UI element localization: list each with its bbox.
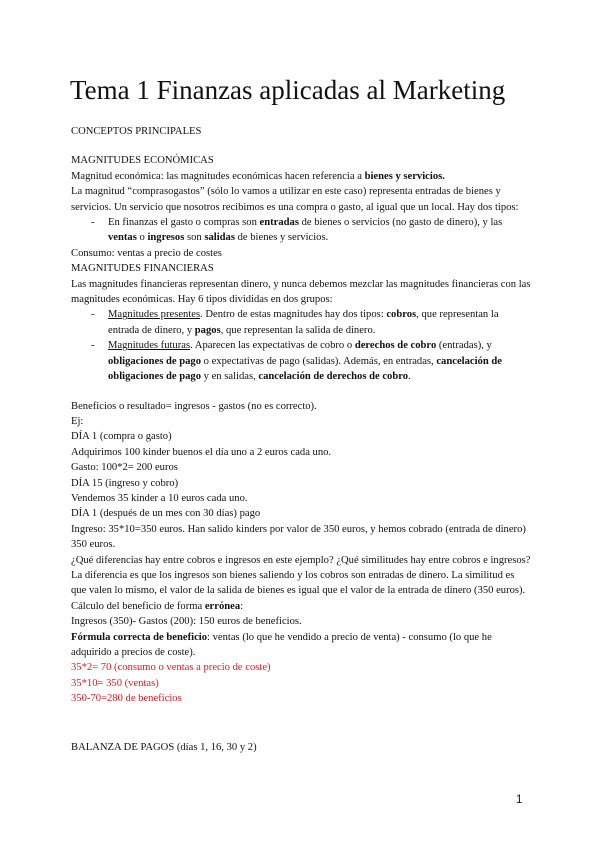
- text-span: :: [240, 600, 244, 612]
- formula-correcta-paragraph: [71, 630, 531, 661]
- text-span: son: [184, 232, 205, 244]
- ingreso-paragraph: Ingreso: 35*10=350 euros. Han salido kinders por valor de 350 euros, y hemos cobrado (entrada de dinero) 350 euros.: [71, 523, 526, 551]
- bold-span: obligaciones de pago: [108, 355, 202, 367]
- magnitudes-financieras-list: [71, 307, 531, 384]
- bold-span: errónea: [204, 600, 241, 612]
- page-number: 1: [516, 794, 523, 806]
- text-span: y en salidas,: [201, 371, 259, 383]
- text-span: . Dentro de estas magnitudes hay dos tipos:: [200, 309, 387, 321]
- bold-span: salidas: [204, 232, 235, 244]
- text-span: : ventas (lo que he vendido a precio de venta) - consumo (lo que he adquirido a precios de coste).: [71, 631, 492, 658]
- underlined-term: Magnitudes futuras: [108, 340, 191, 352]
- magnitudes-economicas-heading: MAGNITUDES ECONÓMICAS: [71, 155, 214, 167]
- list-item: [71, 215, 531, 246]
- text-span: (entradas), y: [436, 340, 492, 352]
- calc-beneficios-line: 350-70=280 de beneficios: [71, 693, 182, 705]
- bold-span: ingresos: [147, 232, 185, 244]
- calculo-erroneo-line: [71, 599, 531, 614]
- text-span: . Aparecen las expectativas de cobro o: [190, 340, 355, 352]
- gasto-line: Gasto: 100*2= 200 euros: [71, 462, 178, 474]
- ej-label: Ej:: [71, 415, 84, 427]
- text-span: , que representan la entrada de dinero, y: [108, 309, 499, 336]
- bold-span: cancelación de obligaciones de pago: [108, 355, 502, 383]
- bold-span: cobros: [386, 309, 417, 321]
- ingresos-gastos-line: Ingresos (350)- Gastos (200): 150 euros de beneficios.: [71, 616, 302, 628]
- text-span: Cálculo del beneficio de forma: [71, 600, 205, 612]
- beneficios-line: Beneficios o resultado= ingresos - gastos (no es correcto).: [71, 400, 317, 412]
- text-span: de bienes y servicios.: [234, 232, 329, 244]
- bold-span: Fórmula correcta de beneficio: [71, 631, 208, 643]
- compras-gastos-paragraph: La magnitud “comprasogastos” (sólo lo vamos a utilizar en este caso) representa entradas de bienes y servicios. Un servicio que nosotros recibimos es una compra o gasto, al igual que un local. Hay dos tipos:: [71, 186, 519, 213]
- conceptos-heading: CONCEPTOS PRINCIPALES: [71, 126, 202, 137]
- adquirimos-line: Adquirimos 100 kinder buenos el día uno a 2 euros cada uno.: [71, 446, 332, 458]
- vendemos-line: Vendemos 35 kinder a 10 euros cada uno.: [71, 492, 248, 504]
- balanza-heading: BALANZA DE PAGOS (días 1, 16, 30 y 2): [71, 741, 257, 753]
- calc-ventas-line: 35*10= 350 (ventas): [71, 677, 159, 689]
- bold-span: derechos de cobro: [354, 340, 437, 352]
- pregunta-paragraph: ¿Qué diferencias hay entre cobros e ingresos en este ejemplo? ¿Qué similitudes hay entre cobros e ingresos?: [71, 554, 531, 566]
- document-body: [71, 124, 531, 755]
- bold-span: bienes y servicios.: [364, 170, 445, 182]
- text-span: , que representan la salida de dinero.: [220, 324, 376, 336]
- text-span: En finanzas el gasto o compras son: [108, 217, 260, 229]
- text-span: o: [136, 232, 148, 244]
- respuesta-paragraph: La diferencia es que los ingresos son bienes saliendo y los cobros son entradas de dinero. La similitud es que valen lo mismo, el valor de la salida de bienes es igual que el valor de la entrada de dinero (350 euros).: [71, 569, 526, 597]
- dia-1-pago-label: DÍA 1 (después de un mes con 30 días) pago: [71, 508, 261, 520]
- dia-1-label: DÍA 1 (compra o gasto): [71, 431, 172, 443]
- bold-span: cancelación de derechos de cobro: [258, 371, 409, 383]
- text-span: de bienes o servicios (no gasto de dinero), y las: [298, 217, 503, 229]
- list-item: [71, 338, 531, 384]
- bold-span: ventas: [108, 232, 137, 244]
- page-title: Tema 1 Finanzas aplicadas al Marketing: [70, 75, 506, 105]
- list-item: [71, 307, 531, 338]
- text-span: o expectativas de pago (salidas). Además, en entradas,: [201, 355, 437, 367]
- text-span: Magnitud económica: las magnitudes económicas hacen referencia a: [71, 170, 365, 182]
- magnitud-economica-paragraph: [71, 169, 531, 184]
- bold-span: pagos: [194, 324, 221, 336]
- calc-consumo-line: 35*2= 70 (consumo o ventas a precio de coste): [71, 662, 271, 674]
- dia-15-label: DÍA 15 (ingreso y cobro): [71, 477, 179, 489]
- gastos-ventas-list: [71, 215, 531, 246]
- magnitudes-financieras-paragraph: Las magnitudes financieras representan dinero, y nunca debemos mezclar las magnitudes financieras con las magnitudes económicas. Hay 6 tipos divididas en dos grupos:: [71, 278, 531, 306]
- consumo-line: Consumo: ventas a precio de costes: [71, 247, 222, 259]
- magnitudes-financieras-heading: MAGNITUDES FINANCIERAS: [71, 263, 214, 275]
- bold-span: entradas: [259, 217, 299, 229]
- text-span: .: [408, 371, 411, 383]
- underlined-term: Magnitudes presentes: [108, 309, 201, 321]
